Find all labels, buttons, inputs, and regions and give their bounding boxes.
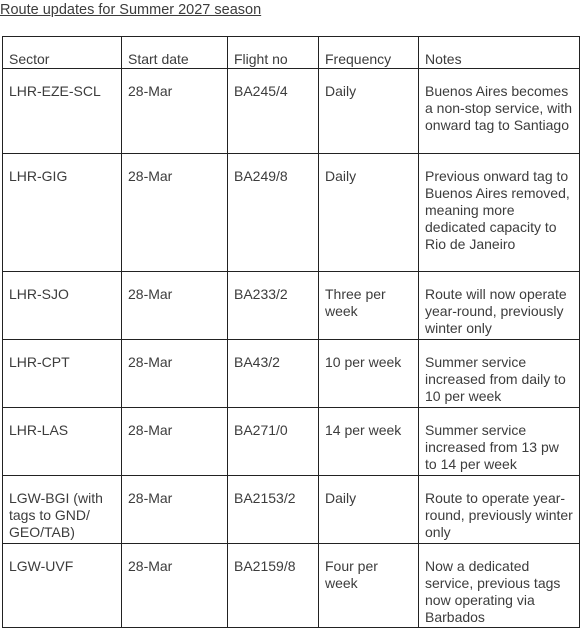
cell-flight-no: BA271/0 (228, 408, 319, 476)
cell-flight-no: BA245/4 (228, 69, 319, 154)
cell-frequency: Three per week (319, 272, 419, 340)
column-header-flight-no: Flight no (228, 37, 319, 69)
cell-start-date: 28-Mar (122, 272, 228, 340)
table-row (3, 544, 580, 628)
column-header-start-date: Start date (122, 37, 228, 69)
column-header-sector: Sector (3, 37, 122, 69)
table-row (3, 272, 580, 340)
cell-frequency: Four per week (319, 544, 419, 628)
cell-frequency: 14 per week (319, 408, 419, 476)
cell-frequency: Daily (319, 69, 419, 154)
cell-flight-no: BA2159/8 (228, 544, 319, 628)
cell-frequency: Daily (319, 476, 419, 544)
cell-sector: LHR-GIG (3, 154, 122, 272)
table-header-row (3, 37, 580, 69)
cell-notes: Now a dedicated service, previous tags now operating via Barbados (419, 544, 580, 628)
cell-flight-no: BA249/8 (228, 154, 319, 272)
cell-flight-no: BA2153/2 (228, 476, 319, 544)
cell-notes: Previous onward tag to Buenos Aires removed, meaning more dedicated capacity to Rio de Janeiro (419, 154, 580, 272)
table-row (3, 340, 580, 408)
cell-start-date: 28-Mar (122, 408, 228, 476)
cell-start-date: 28-Mar (122, 544, 228, 628)
table-row (3, 69, 580, 154)
cell-start-date: 28-Mar (122, 154, 228, 272)
cell-sector: LGW-UVF (3, 544, 122, 628)
cell-notes: Summer service increased from 13 pw to 14 per week (419, 408, 580, 476)
column-header-frequency: Frequency (319, 37, 419, 69)
table-row (3, 408, 580, 476)
column-header-notes: Notes (419, 37, 580, 69)
table-row (3, 154, 580, 272)
cell-notes: Summer service increased from daily to 10 per week (419, 340, 580, 408)
table-row (3, 476, 580, 544)
cell-frequency: Daily (319, 154, 419, 272)
cell-notes: Route to operate year-round, previously winter only (419, 476, 580, 544)
page-title: Route updates for Summer 2027 season (0, 2, 262, 18)
route-updates-table (2, 36, 580, 628)
cell-flight-no: BA233/2 (228, 272, 319, 340)
cell-flight-no: BA43/2 (228, 340, 319, 408)
cell-notes: Buenos Aires becomes a non-stop service, with onward tag to Santiago (419, 69, 580, 154)
cell-sector: LGW-BGI (with tags to GND/ GEO/TAB) (3, 476, 122, 544)
cell-notes: Route will now operate year-round, previously winter only (419, 272, 580, 340)
cell-sector: LHR-LAS (3, 408, 122, 476)
cell-start-date: 28-Mar (122, 476, 228, 544)
cell-sector: LHR-EZE-SCL (3, 69, 122, 154)
cell-start-date: 28-Mar (122, 69, 228, 154)
cell-sector: LHR-CPT (3, 340, 122, 408)
cell-frequency: 10 per week (319, 340, 419, 408)
cell-sector: LHR-SJO (3, 272, 122, 340)
cell-start-date: 28-Mar (122, 340, 228, 408)
